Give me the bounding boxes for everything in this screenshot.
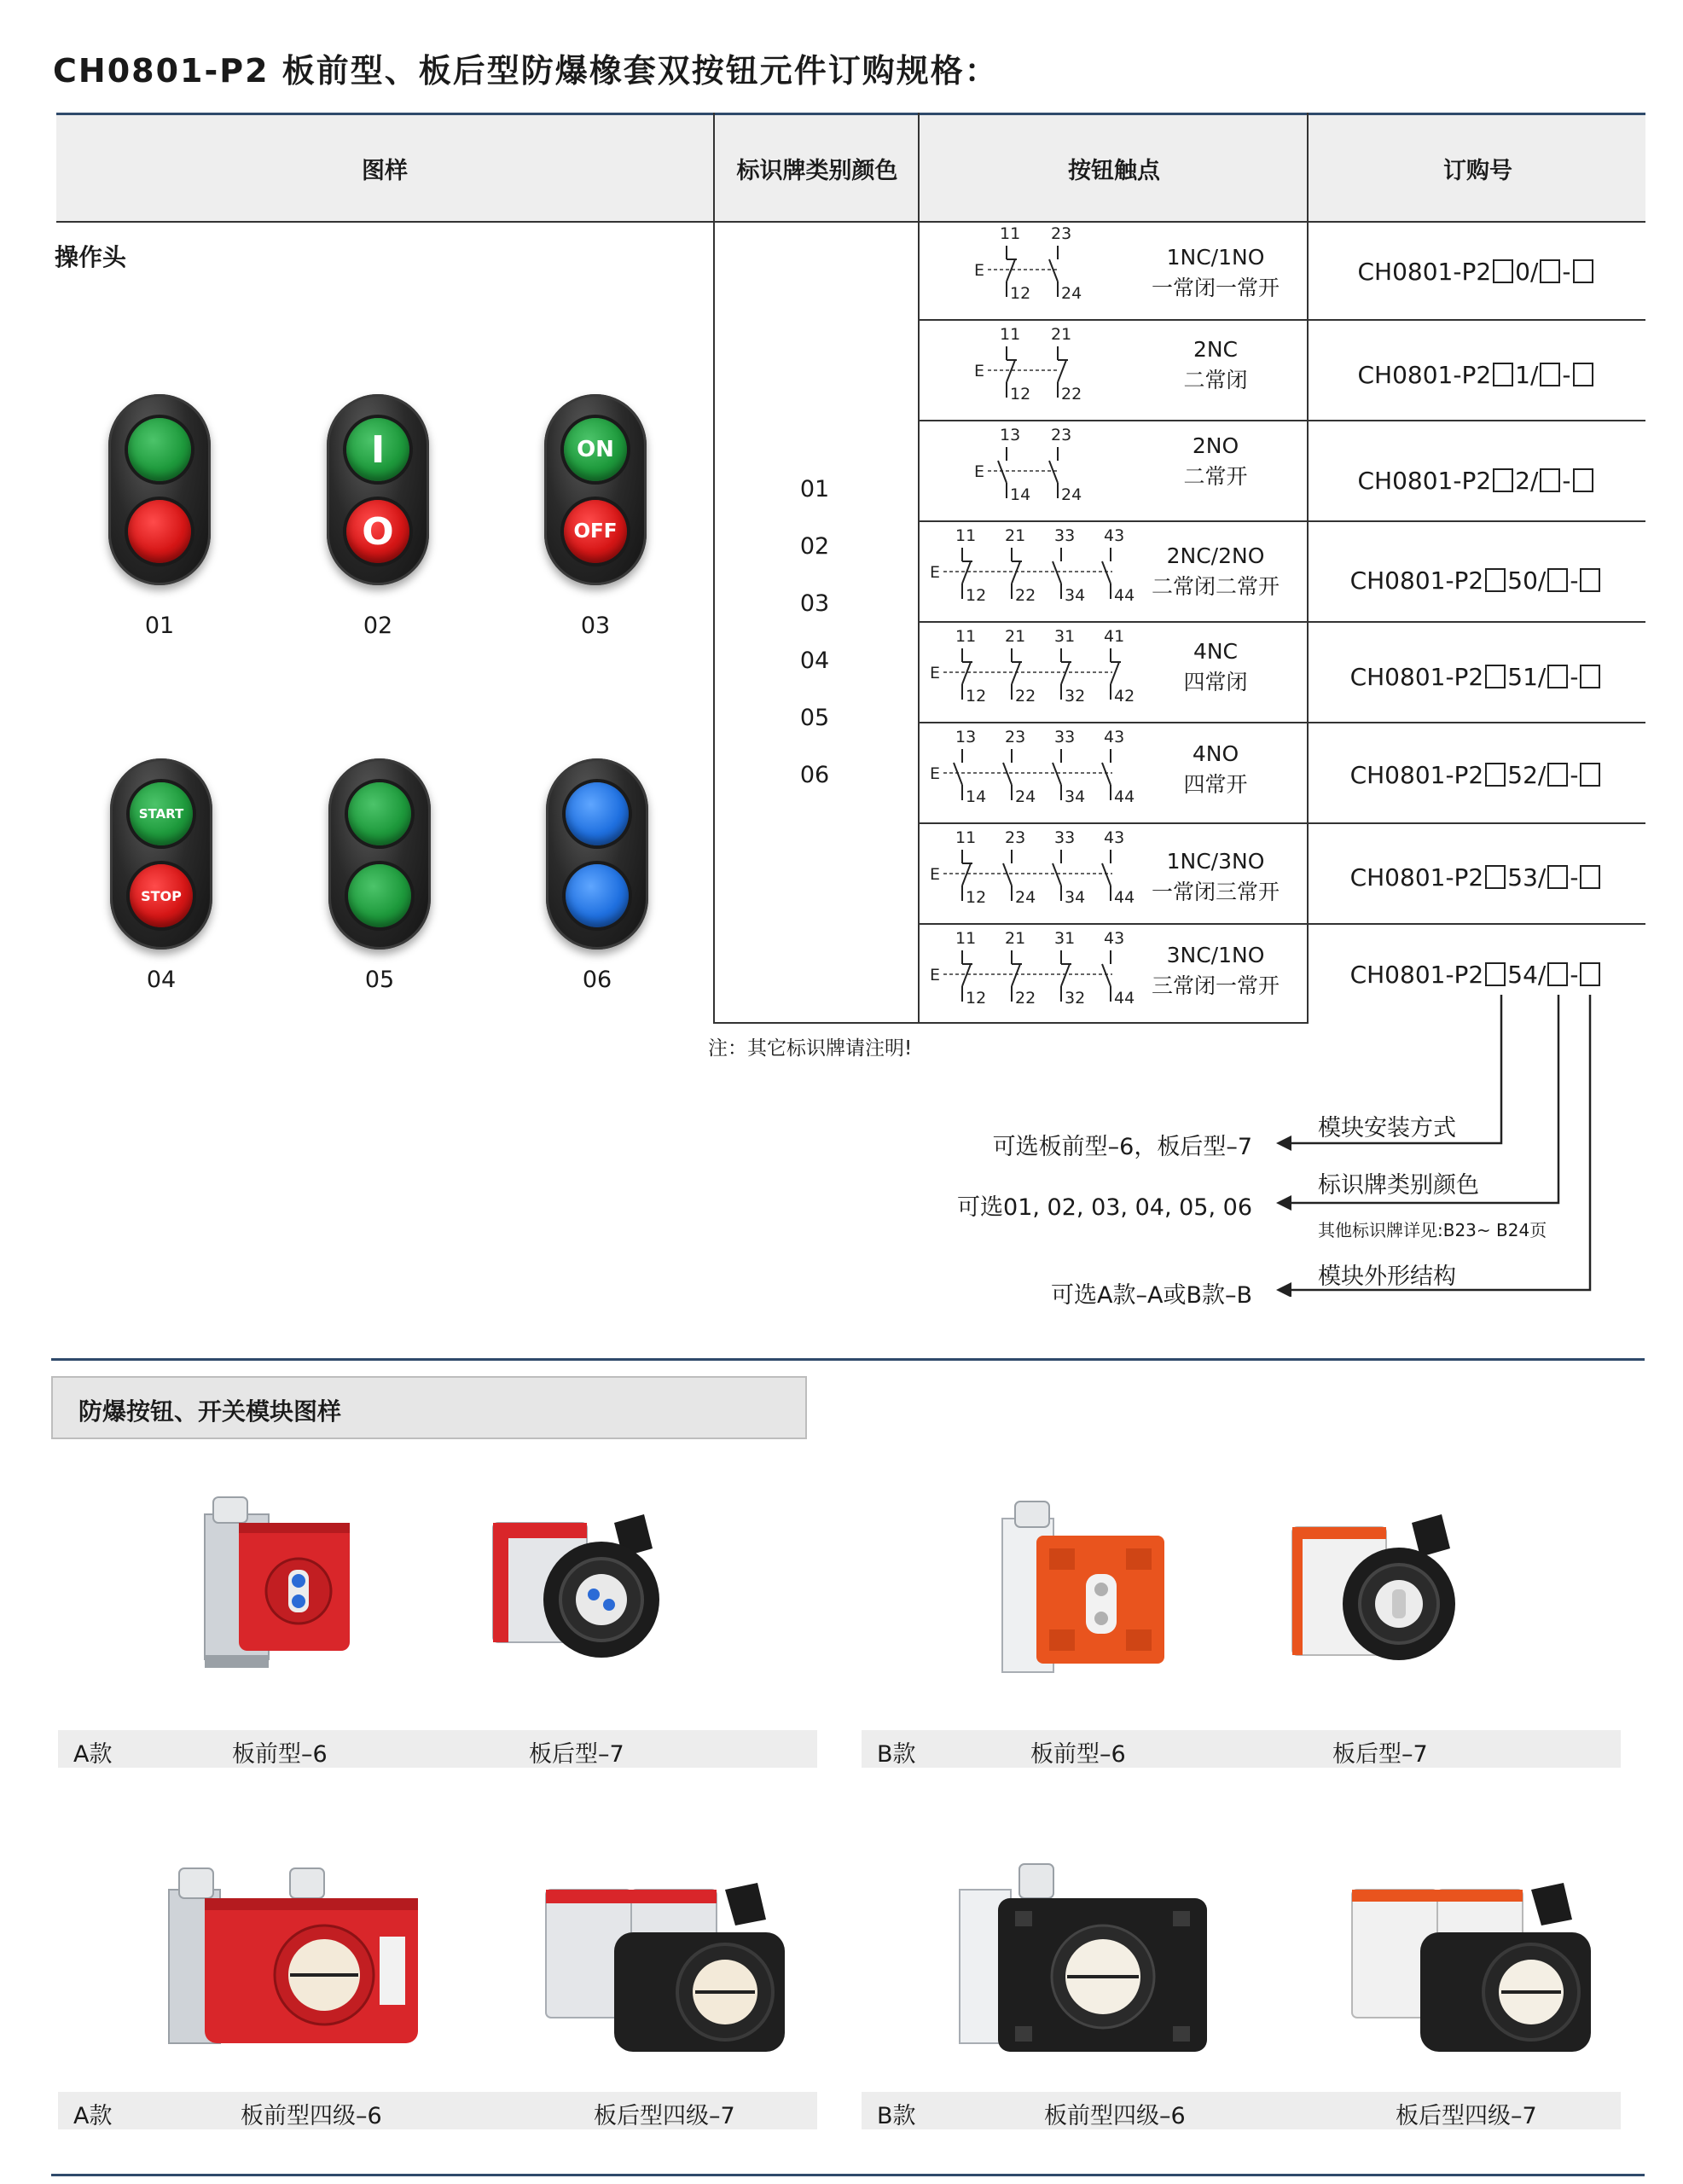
- terminal-number: 11: [955, 526, 977, 545]
- terminal-number: 32: [1065, 989, 1086, 1008]
- no-contact-symbol: [1053, 749, 1061, 800]
- module-b-front-image: [994, 1497, 1181, 1689]
- terminal-number: 32: [1065, 687, 1086, 706]
- terminal-number: 22: [1015, 989, 1036, 1008]
- order-mid: 1/: [1515, 361, 1539, 389]
- terminal-number: 11: [955, 828, 977, 847]
- blank-box: [1580, 865, 1600, 889]
- order-number: CH0801-P2 0/ -: [1307, 258, 1645, 286]
- diagram-e-label: E: [974, 261, 985, 280]
- terminal-number: 44: [1114, 586, 1135, 605]
- contact-code: 2NC/2NO: [1166, 543, 1265, 568]
- diagram-e-label: E: [930, 966, 941, 985]
- contact-diagram: [928, 623, 1177, 717]
- button-number: 01: [144, 613, 175, 639]
- section-title: 防爆按钮、开关模块图样: [78, 1397, 342, 1426]
- terminal-number: 11: [955, 627, 977, 646]
- order-number: CH0801-P2 2/ -: [1307, 467, 1645, 495]
- button-number: 02: [363, 613, 393, 639]
- legend-connectors: [1262, 990, 1604, 1297]
- terminal-number: 34: [1065, 888, 1086, 907]
- order-prefix: CH0801-P2: [1357, 361, 1492, 389]
- order-mid: 2/: [1515, 467, 1539, 495]
- terminal-number: 43: [1104, 526, 1125, 545]
- blank-box: [1573, 259, 1593, 283]
- contact-diagram: [928, 824, 1177, 918]
- blank-box: [1547, 568, 1568, 592]
- terminal-number: 24: [1015, 787, 1036, 806]
- contact-desc-text: 三常闭一常开: [1151, 973, 1280, 998]
- label-code: 03: [799, 590, 830, 617]
- caption-back: 板后型–7: [1332, 1741, 1428, 1768]
- blank-box: [1540, 259, 1560, 283]
- terminal-number: 23: [1051, 224, 1072, 243]
- terminal-number: 44: [1114, 888, 1135, 907]
- blank-box: [1547, 665, 1568, 688]
- button-cap-top: [348, 782, 411, 845]
- blank-box: [1485, 865, 1506, 889]
- table-divider: [713, 1022, 1309, 1024]
- terminal-number: 31: [1054, 929, 1076, 948]
- bottom-rule: [51, 2174, 1645, 2176]
- no-contact-symbol: [1053, 850, 1061, 901]
- order-prefix: CH0801-P2: [1349, 863, 1484, 892]
- contact-diagram: [972, 321, 1126, 415]
- blank-box: [1493, 259, 1513, 283]
- button-cap-top: [128, 418, 191, 481]
- button-body: [546, 758, 648, 950]
- terminal-number: 14: [1010, 485, 1031, 504]
- module-a-front-image: [188, 1489, 367, 1685]
- arrow-left-icon: [1276, 1136, 1291, 1151]
- terminal-number: 22: [1015, 586, 1036, 605]
- contact-diagram: [928, 723, 1177, 817]
- legend-color-sub: 其他标识牌详见:B23~ B24页: [1318, 1220, 1547, 1240]
- order-prefix: CH0801-P2: [1349, 663, 1484, 691]
- terminal-number: 44: [1114, 989, 1135, 1008]
- blank-box: [1573, 468, 1593, 492]
- contact-diagram: [928, 925, 1177, 1019]
- blank-box: [1547, 962, 1568, 986]
- contact-code: 4NO: [1192, 741, 1239, 766]
- no-contact-symbol: [1003, 749, 1012, 800]
- contact-code: 2NO: [1192, 433, 1239, 458]
- caption-back: 板后型–7: [529, 1741, 624, 1768]
- contact-desc-text: 四常开: [1183, 772, 1248, 797]
- order-prefix: CH0801-P2: [1349, 761, 1484, 789]
- order-number: CH0801-P2 52/ -: [1307, 761, 1645, 789]
- contact-description: [1130, 431, 1301, 492]
- header-contacts: 按钮触点: [1068, 157, 1160, 184]
- button-cap-bottom: [566, 864, 629, 927]
- terminal-number: 41: [1104, 627, 1125, 646]
- legend-shape-options: 可选A款–A或B款–B: [1051, 1282, 1252, 1309]
- order-number: CH0801-P2 54/ -: [1307, 961, 1645, 989]
- contact-desc-text: 二常开: [1183, 464, 1248, 489]
- button-body: [108, 394, 211, 585]
- button-cap-bottom: STOP: [130, 864, 193, 927]
- button-body: [544, 394, 647, 585]
- module-a-back-4pole-image: [537, 1873, 810, 2069]
- blank-box: [1580, 665, 1600, 688]
- button-cap-bottom: [348, 864, 411, 927]
- terminal-number: 43: [1104, 728, 1125, 746]
- terminal-number: 21: [1005, 526, 1026, 545]
- blank-box: [1485, 665, 1506, 688]
- blank-box: [1547, 763, 1568, 787]
- legend-color-options: 可选01, 02, 03, 04, 05, 06: [957, 1194, 1252, 1221]
- terminal-number: 21: [1005, 929, 1026, 948]
- contact-description: [1130, 242, 1301, 304]
- label-code-list: [793, 461, 836, 804]
- section-header: [51, 1376, 807, 1439]
- contact-desc-text: 一常闭一常开: [1151, 276, 1280, 300]
- button-number: 03: [580, 613, 611, 639]
- contact-diagram: [972, 220, 1126, 314]
- no-contact-symbol: [1049, 246, 1058, 297]
- button-body: [328, 758, 431, 950]
- terminal-number: 12: [966, 888, 987, 907]
- terminal-number: 34: [1065, 787, 1086, 806]
- label-code: 04: [799, 648, 830, 674]
- order-prefix: CH0801-P2: [1349, 566, 1484, 595]
- diagram-e-label: E: [930, 764, 941, 783]
- contact-code: 1NC/1NO: [1166, 245, 1265, 270]
- order-prefix: CH0801-P2: [1357, 258, 1492, 286]
- diagram-e-label: E: [930, 865, 941, 884]
- no-contact-symbol: [1102, 749, 1111, 800]
- no-contact-symbol: [1102, 950, 1111, 1002]
- contact-desc-text: 四常闭: [1183, 670, 1248, 694]
- button-number: 06: [582, 967, 612, 993]
- button-body: [327, 394, 429, 585]
- blank-box: [1580, 962, 1600, 986]
- module-b-back-image: [1284, 1506, 1471, 1685]
- blank-box: [1580, 568, 1600, 592]
- contact-desc-text: 一常闭三常开: [1151, 880, 1280, 904]
- button-cap-top: START: [130, 782, 193, 845]
- operator-label: 操作头: [55, 243, 127, 271]
- header-label-color: 标识牌类别颜色: [736, 157, 898, 184]
- module-b-front-4pole-image: [951, 1856, 1224, 2077]
- arrow-left-icon: [1276, 1195, 1291, 1211]
- terminal-number: 11: [1000, 224, 1021, 243]
- terminal-number: 42: [1114, 687, 1135, 706]
- button-cap-top: ON: [564, 418, 627, 481]
- order-number: CH0801-P2 53/ -: [1307, 863, 1645, 892]
- no-contact-symbol: [1053, 548, 1061, 599]
- no-contact-symbol: [1049, 447, 1058, 498]
- terminal-number: 12: [1010, 284, 1031, 303]
- contact-desc-text: 二常闭: [1183, 368, 1248, 392]
- blank-box: [1493, 363, 1513, 386]
- button-number: 04: [146, 967, 177, 993]
- contact-code: 3NC/1NO: [1166, 943, 1265, 967]
- blank-box: [1493, 468, 1513, 492]
- caption-back: 板后型四级–7: [594, 2103, 735, 2129]
- blank-box: [1485, 568, 1506, 592]
- page-title: CH0801-P2 板前型、板后型防爆橡套双按钮元件订购规格：: [53, 52, 999, 90]
- order-prefix: CH0801-P2: [1349, 961, 1484, 989]
- diagram-e-label: E: [974, 362, 985, 380]
- caption-style: B款: [877, 2103, 916, 2129]
- blank-box: [1485, 962, 1506, 986]
- module-a-back-image: [486, 1506, 674, 1685]
- terminal-number: 34: [1065, 586, 1086, 605]
- terminal-number: 24: [1015, 888, 1036, 907]
- order-mid: 50/: [1507, 566, 1547, 595]
- caption-bar: [862, 1730, 1621, 1768]
- table-divider: [713, 113, 715, 1024]
- order-number: CH0801-P2 50/ -: [1307, 566, 1645, 595]
- diagram-e-label: E: [930, 664, 941, 682]
- legend-mount-options: 可选板前型–6，板后型–7: [992, 1134, 1252, 1160]
- contact-diagram: [928, 522, 1177, 616]
- button-cap-bottom: O: [346, 500, 409, 563]
- button-body: [110, 758, 212, 950]
- terminal-number: 12: [966, 586, 987, 605]
- terminal-number: 43: [1104, 828, 1125, 847]
- button-cap-bottom: OFF: [564, 500, 627, 563]
- terminal-number: 13: [1000, 426, 1021, 444]
- diagram-e-label: E: [930, 563, 941, 582]
- terminal-number: 11: [955, 929, 977, 948]
- contact-code: 4NC: [1193, 639, 1239, 664]
- order-number: CH0801-P2 51/ -: [1307, 663, 1645, 691]
- order-mid: 51/: [1507, 663, 1547, 691]
- terminal-number: 31: [1054, 627, 1076, 646]
- order-prefix: CH0801-P2: [1357, 467, 1492, 495]
- legend-color-label: 标识牌类别颜色: [1318, 1172, 1479, 1199]
- caption-front: 板前型–6: [1030, 1741, 1126, 1768]
- terminal-number: 22: [1061, 385, 1082, 404]
- no-contact-symbol: [998, 447, 1007, 498]
- terminal-number: 12: [966, 989, 987, 1008]
- terminal-number: 14: [966, 787, 987, 806]
- caption-style: A款: [73, 1741, 113, 1768]
- terminal-number: 33: [1054, 728, 1076, 746]
- terminal-number: 13: [955, 728, 977, 746]
- label-code: 06: [799, 762, 830, 788]
- order-number: CH0801-P2 1/ -: [1307, 361, 1645, 389]
- legend-shape-label: 模块外形结构: [1318, 1263, 1456, 1290]
- blank-box: [1547, 865, 1568, 889]
- terminal-number: 23: [1005, 728, 1026, 746]
- arrow-left-icon: [1276, 1282, 1291, 1297]
- caption-front: 板前型四级–6: [1044, 2103, 1186, 2129]
- terminal-number: 23: [1005, 828, 1026, 847]
- table-note: 注：其它标识牌请注明!: [708, 1037, 913, 1060]
- module-a-front-4pole-image: [162, 1856, 435, 2077]
- blank-box: [1540, 468, 1560, 492]
- terminal-number: 22: [1015, 687, 1036, 706]
- contact-code: 1NC/3NO: [1166, 849, 1265, 874]
- terminal-number: 44: [1114, 787, 1135, 806]
- table-header: [56, 113, 1645, 223]
- terminal-number: 21: [1005, 627, 1026, 646]
- table-divider: [918, 113, 920, 1024]
- section-rule: [51, 1358, 1645, 1361]
- label-code: 01: [799, 476, 830, 502]
- header-order-no: 订购号: [1443, 157, 1512, 184]
- order-mid: 52/: [1507, 761, 1547, 789]
- no-contact-symbol: [1102, 850, 1111, 901]
- contact-diagram: [972, 421, 1126, 515]
- no-contact-symbol: [954, 749, 962, 800]
- blank-box: [1540, 363, 1560, 386]
- blank-box: [1485, 763, 1506, 787]
- label-code: 02: [799, 533, 830, 560]
- order-mid: 53/: [1507, 863, 1547, 892]
- terminal-number: 21: [1051, 325, 1072, 344]
- order-mid: 0/: [1515, 258, 1539, 286]
- caption-style: A款: [73, 2103, 113, 2129]
- blank-box: [1580, 763, 1600, 787]
- button-cap-top: [566, 782, 629, 845]
- terminal-number: 11: [1000, 325, 1021, 344]
- contact-code: 2NC: [1193, 337, 1239, 362]
- caption-style: B款: [877, 1741, 916, 1768]
- contact-description: [1130, 334, 1301, 396]
- terminal-number: 33: [1054, 828, 1076, 847]
- module-b-back-4pole-image: [1343, 1873, 1616, 2069]
- caption-front: 板前型–6: [232, 1741, 328, 1768]
- header-image: 图样: [362, 157, 408, 184]
- button-cap-bottom: [128, 500, 191, 563]
- caption-front: 板前型四级–6: [241, 2103, 382, 2129]
- terminal-number: 23: [1051, 426, 1072, 444]
- legend-mount-label: 模块安装方式: [1318, 1115, 1456, 1141]
- label-code: 05: [799, 705, 830, 731]
- terminal-number: 12: [966, 687, 987, 706]
- caption-back: 板后型四级–7: [1396, 2103, 1537, 2129]
- no-contact-symbol: [1003, 850, 1012, 901]
- caption-bar: [58, 1730, 817, 1768]
- no-contact-symbol: [1102, 548, 1111, 599]
- terminal-number: 12: [1010, 385, 1031, 404]
- order-mid: 54/: [1507, 961, 1547, 989]
- blank-box: [1573, 363, 1593, 386]
- terminal-number: 24: [1061, 485, 1082, 504]
- contact-desc-text: 二常闭二常开: [1151, 574, 1280, 599]
- terminal-number: 24: [1061, 284, 1082, 303]
- button-number: 05: [364, 967, 395, 993]
- diagram-e-label: E: [974, 462, 985, 481]
- button-cap-top: I: [346, 418, 409, 481]
- terminal-number: 43: [1104, 929, 1125, 948]
- terminal-number: 33: [1054, 526, 1076, 545]
